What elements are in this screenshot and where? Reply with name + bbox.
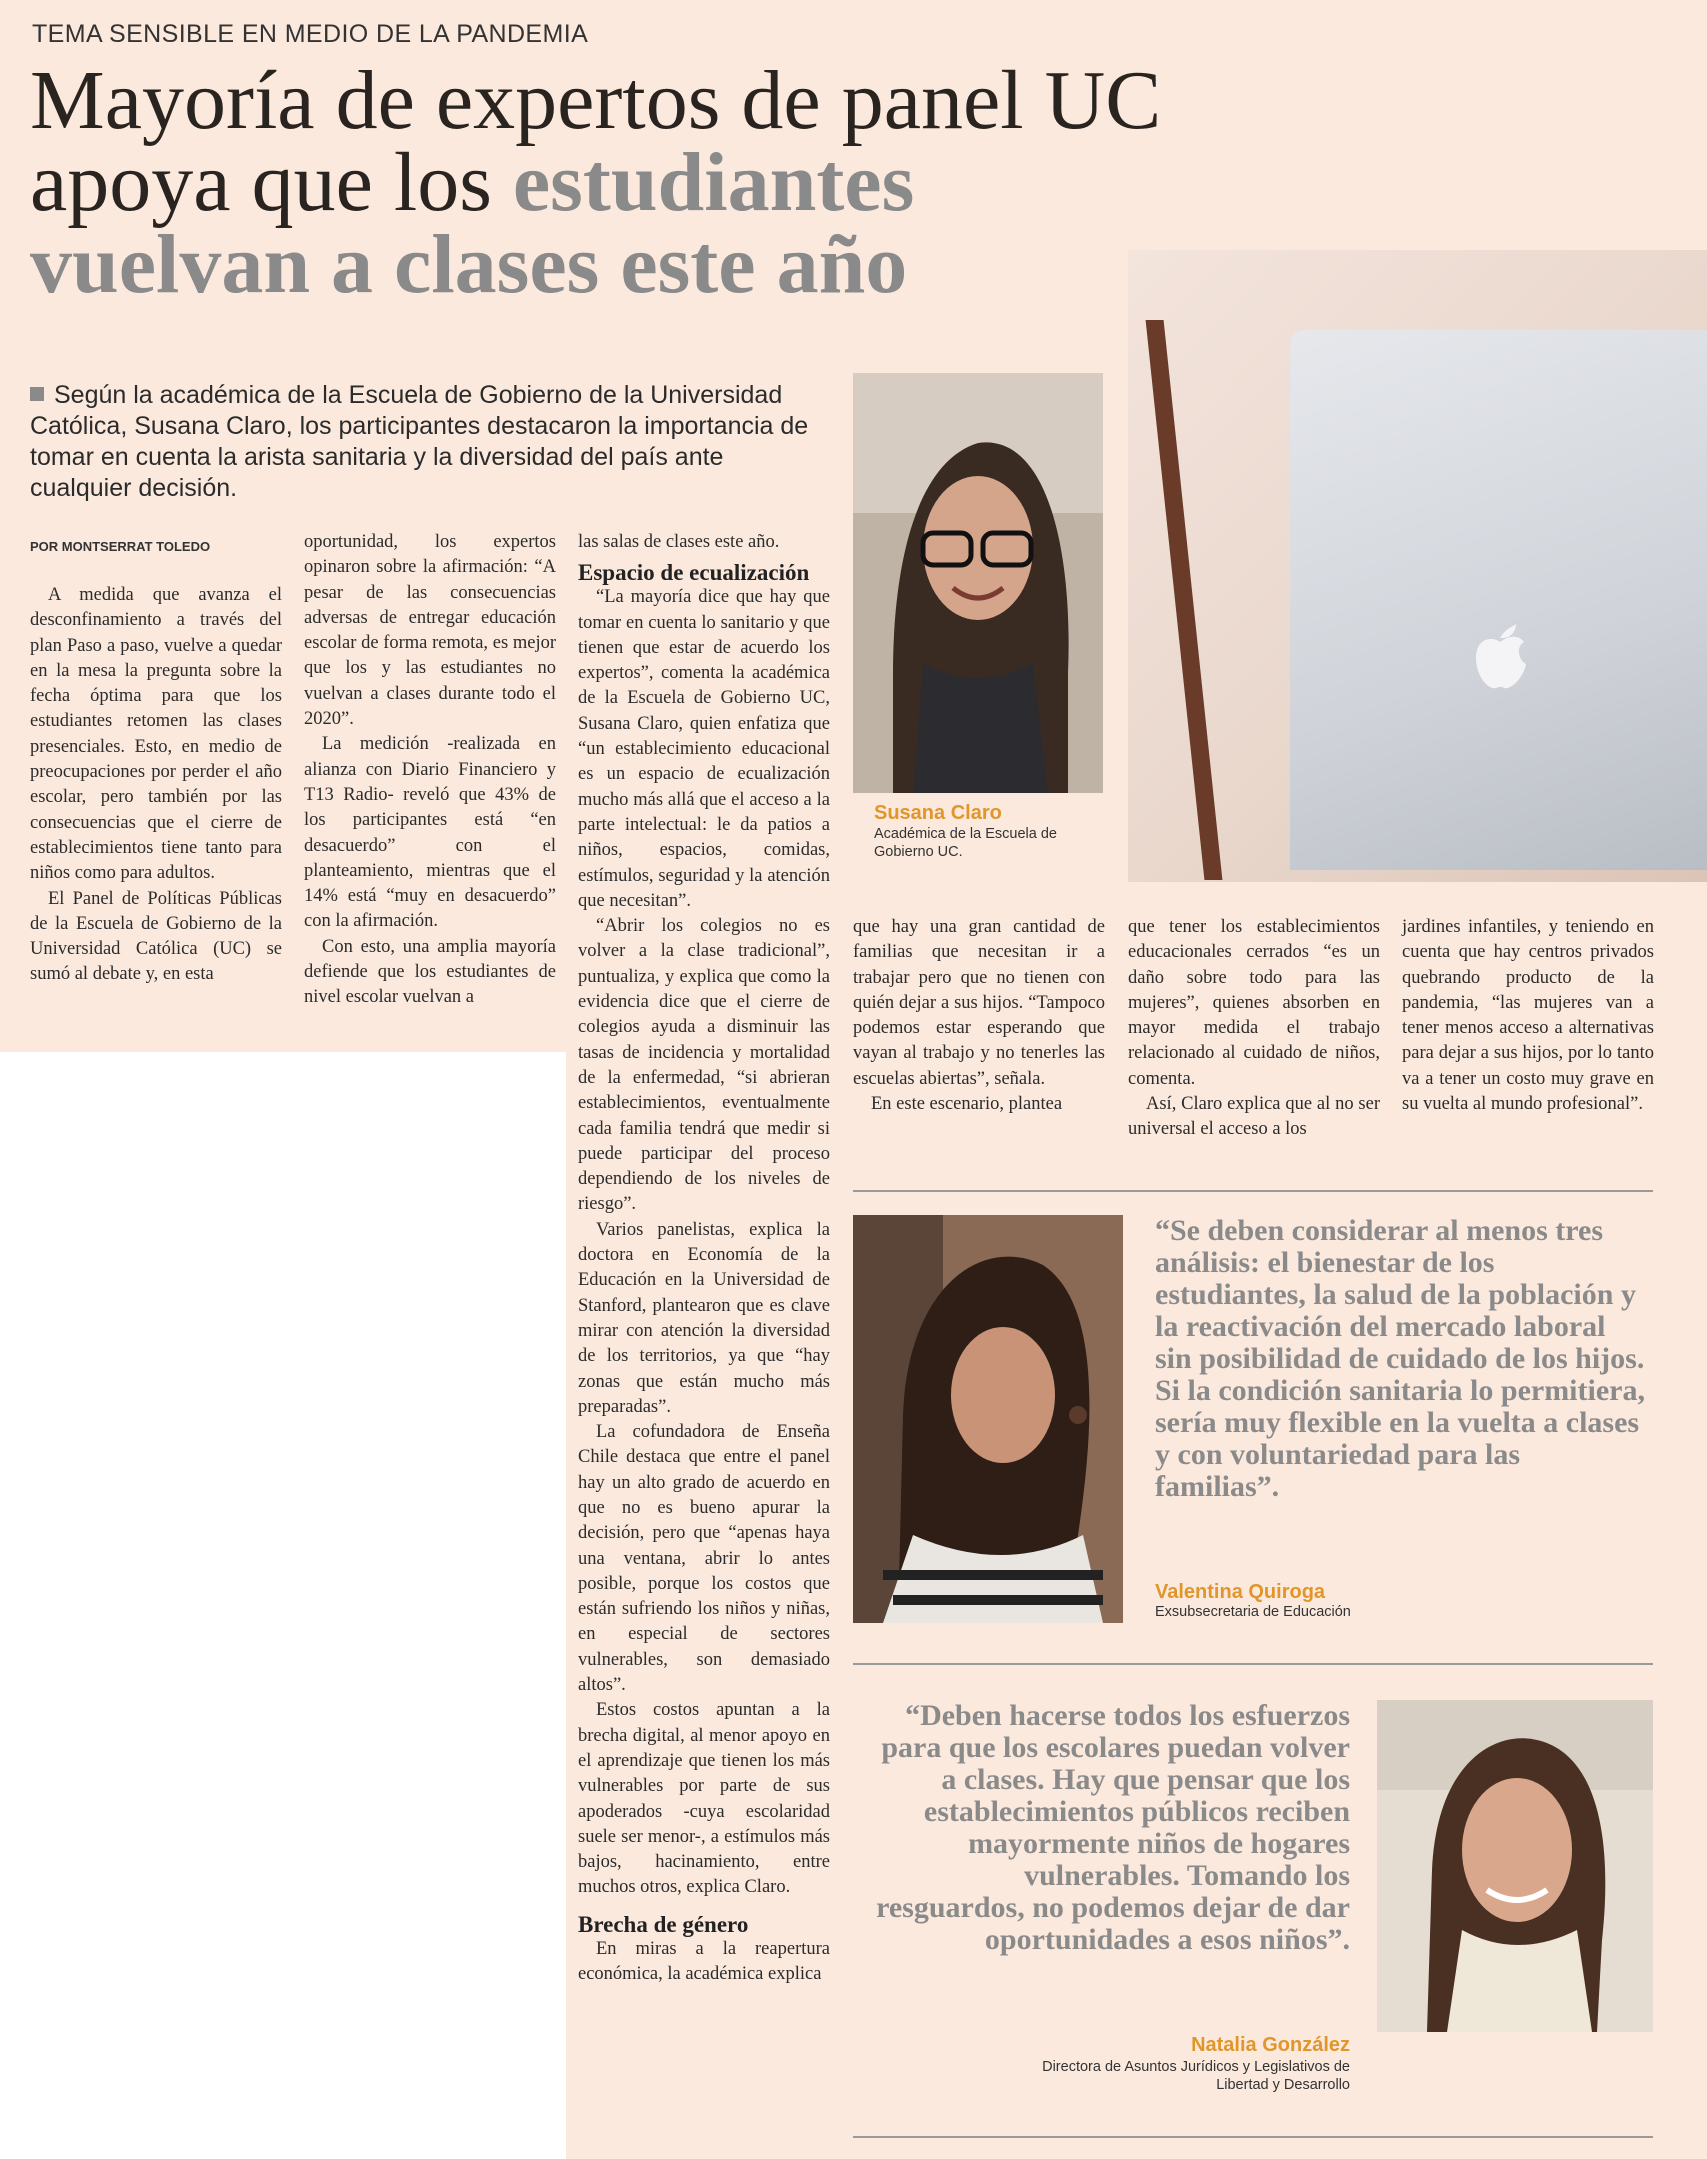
subheading-ecualizacion: Espacio de ecualización xyxy=(578,560,810,586)
paragraph: Con esto, una amplia mayoría defiende que los estudiantes de nivel escolar vuelvan a xyxy=(304,936,556,1008)
paragraph: jardines infantiles, y teniendo en cuenta que hay centros privados quebrando producto de la pandemia, “las mujeres van a tener menos acceso a alternativas para dejar a sus hijos, por lo tanto va a tener un costo muy grave en su vuelta al mundo profesional”. xyxy=(1402,917,1654,1115)
body-column-4 xyxy=(853,915,1105,1117)
apple-logo-icon xyxy=(1470,620,1530,692)
caption-role-valentina: Exsubsecretaria de Educación xyxy=(1155,1604,1351,1620)
headline xyxy=(30,54,1180,311)
caption-name-valentina: Valentina Quiroga xyxy=(1155,1581,1326,1603)
portrait-natalia-gonzalez xyxy=(1377,1700,1653,2032)
paragraph: Varios panelistas, explica la doctora en Economía de la Educación en la Universidad de Stanford, plantearon que es clave mirar con atención la diversidad de los territorios, ya que “hay zonas que están mucho más preparadas”. xyxy=(578,1219,830,1417)
paragraph: oportunidad, los expertos opinaron sobre la afirmación: “A pesar de las consecuencias adversas de entregar educación escolar de forma remota, es mejor que los y las estudiantes no vuelvan a clases durante todo el 2020”. xyxy=(304,532,556,730)
bullet-square-icon xyxy=(30,387,44,401)
pull-quote-quiroga: “Se deben considerar al menos tres análisis: el bienestar de los estudiantes, la salud de la población y la reactivación del mercado laboral sin posibilidad de cuidado de los hijos. Si la condición sanitaria lo permitiera, sería muy flexible en la vuelta a clases y con voluntariedad para las familias”. xyxy=(1155,1214,1645,1503)
paragraph: que tener los establecimientos educacionales cerrados “es un daño sobre todo para las mujeres”, quienes absorben en mayor medida el trabajo relacionado al cuidado de niños, comenta. xyxy=(1128,917,1380,1089)
body-column-5 xyxy=(1128,915,1380,1143)
page-background-white xyxy=(0,1052,566,2159)
headline-main: Mayoría de expertos de panel UC apoya que los xyxy=(30,54,1162,229)
body-column-6 xyxy=(1402,915,1654,1117)
deck xyxy=(30,380,830,504)
paragraph: En miras a la reapertura económica, la académica explica xyxy=(578,1938,830,1985)
body-column-1 xyxy=(30,583,282,988)
divider xyxy=(853,1190,1653,1192)
portrait-valentina-quiroga xyxy=(853,1215,1123,1623)
headline-highlight: estudiantes vuelvan a clases este año xyxy=(30,136,915,311)
caption-name-natalia: Natalia González xyxy=(1191,2034,1350,2056)
paragraph: La medición -realizada en alianza con Diario Financiero y T13 Radio- reveló que 43% de los participantes está “en desacuerdo” con el planteamiento, mientras que el 14% está “muy en desacuerdo” con la afirmación. xyxy=(304,734,556,932)
divider xyxy=(853,2136,1653,2138)
pull-quote-gonzalez: “Deben hacerse todos los esfuerzos para que los escolares puedan volver a clases. Hay que pensar que los establecimientos públicos reciben mayormente niños de hogares vulnerables. Tomando los resguardos, no podemos dejar de dar oportunidades a esos niños”. xyxy=(876,1699,1350,1956)
paragraph: Así, Claro explica que al no ser universal el acceso a los xyxy=(1128,1094,1380,1140)
paragraph: las salas de clases este año. xyxy=(578,532,780,552)
byline: POR MONTSERRAT TOLEDO xyxy=(30,539,211,554)
kicker: TEMA SENSIBLE EN MEDIO DE LA PANDEMIA xyxy=(32,20,589,48)
deck-text: Según la académica de la Escuela de Gobierno de la Universidad Católica, Susana Claro, los participantes destacaron la importancia de tomar en cuenta la arista sanitaria y la diversidad del país ante cualquier decisión. xyxy=(30,381,809,502)
body-column-3 xyxy=(578,530,830,1987)
divider xyxy=(853,1663,1653,1665)
paragraph: El Panel de Políticas Públicas de la Escuela de Gobierno de la Universidad Católica (UC) se sumó al debate y, en esta xyxy=(30,888,282,985)
paragraph: La cofundadora de Enseña Chile destaca que entre el panel hay un alto grado de acuerdo en que no es bueno apurar la decisión, pero que “apenas haya una ventana, abrir lo antes posible, porque los costos que están sufriendo los niños y niñas, en especial de sectores vulnerables, son demasiado altos”. xyxy=(578,1422,830,1696)
laptop-lid xyxy=(1290,330,1707,870)
paragraph: “La mayoría dice que hay que tomar en cuenta lo sanitario y que tienen que estar de acuerdo los expertos”, comenta la académica de la Escuela de Gobierno UC, Susana Claro, quien enfatiza que “un establecimiento educacional es un espacio de ecualización mucho más allá que el acceso a la parte intelectual: le da patios a niños, espacios, comidas, estímulos, seguridad y la atención que necesitan”. xyxy=(578,587,830,911)
caption-role-susana: Académica de la Escuela de Gobierno UC. xyxy=(874,826,1057,860)
paragraph: En este escenario, plantea xyxy=(871,1094,1063,1115)
caption-role-natalia: Directora de Asuntos Jurídicos y Legislativos de Libertad y Desarrollo xyxy=(1042,2059,1350,2093)
paragraph: que hay una gran cantidad de familias que necesitan ir a trabajar pero que no tienen con quién dejar a sus hijos. “Tampoco podemos estar esperando que vayan al trabajo y no tenerles las escuelas abiertas”, señala. xyxy=(853,917,1105,1089)
caption-name-susana: Susana Claro xyxy=(874,802,1002,824)
body-column-2 xyxy=(304,530,556,1011)
portrait-susana-claro xyxy=(853,373,1103,793)
paragraph: Estos costos apuntan a la brecha digital, al menor apoyo en el aprendizaje que tienen los más vulnerables por parte de sus apoderados -cuya escolaridad suele ser menor-, a estímulos más bajos, hacinamiento, entre muchos otros, explica Claro. xyxy=(578,1700,830,1898)
paragraph: A medida que avanza el desconfinamiento a través del plan Paso a paso, vuelve a quedar en la mesa la pregunta sobre la fecha óptima para que los estudiantes retomen las clases presenciales. Esto, en medio de preocupaciones por perder el año escolar, pero también por las consecuencias que el cierre de establecimientos tiene tanto para niños como para adultos. xyxy=(30,585,282,884)
paragraph: “Abrir los colegios no es volver a la clase tradicional”, puntualiza, y explica que como la evidencia dice que el cierre de colegios ayuda a disminuir las tasas de incidencia y mortalidad de la enfermedad, “si abrieran establecimientos, eventualmente cada familia tendrá que medir si puede participar del proceso dependiendo de los niveles de riesgo”. xyxy=(578,916,830,1215)
subheading-brecha-genero: Brecha de género xyxy=(578,1911,749,1937)
